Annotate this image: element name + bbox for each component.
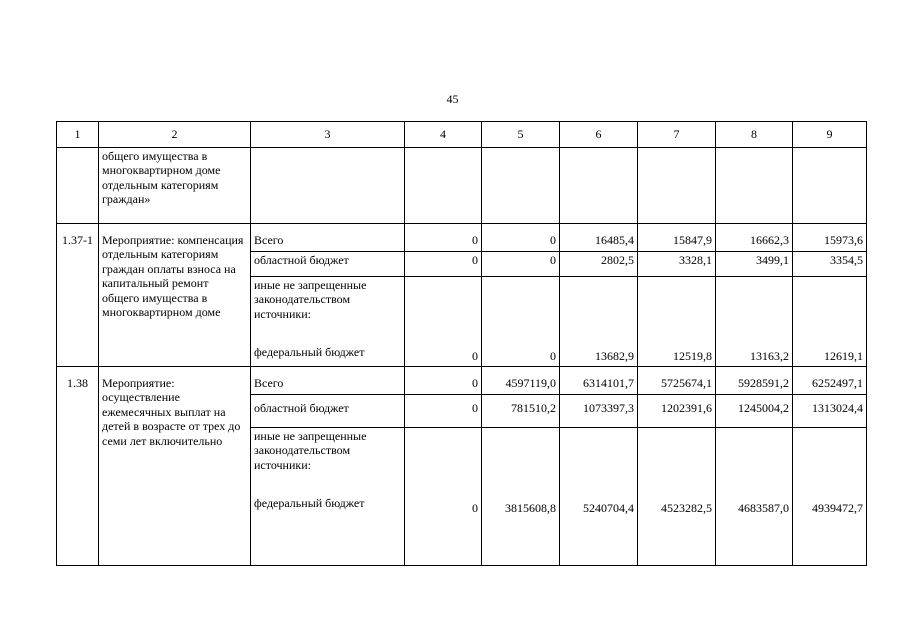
value-cell: 6252497,1 [793,367,867,395]
value-cell: 4523282,5 [638,428,716,566]
source-cell: областной бюджет [251,252,405,277]
table-row [57,224,867,252]
value-cell: 3499,1 [716,252,793,277]
value-cell: 6314101,7 [560,367,638,395]
value-cell: 0 [405,367,482,395]
value-cell: 0 [405,395,482,428]
value-cell: 16662,3 [716,224,793,252]
page-number: 45 [446,92,459,106]
value-cell: 3328,1 [638,252,716,277]
table-row [57,367,867,395]
value-cell: 5928591,2 [716,367,793,395]
value-cell: 5725674,1 [638,367,716,395]
value-cell: 0 [482,224,560,252]
value-cell: 4939472,7 [793,428,867,566]
value-cell: 5240704,4 [560,428,638,566]
value-cell: 0 [405,428,482,566]
source-cell: областной бюджет [251,395,405,428]
source-cell: Всего [251,224,405,252]
column-header: 8 [716,122,793,148]
value-cell: 0 [405,224,482,252]
value-cell: 13163,2 [716,277,793,367]
row-description: Мероприятие: компенсация отдельным категориям граждан оплаты взноса на капитальный ремонт общего имущества в многоквартирном доме [99,224,251,367]
column-header: 3 [251,122,405,148]
value-cell: 1313024,4 [793,395,867,428]
value-cell: 15847,9 [638,224,716,252]
value-cell: 0 [405,277,482,367]
value-cell: 15973,6 [793,224,867,252]
source-cell: иные не запрещенные законодательством источники: [254,429,367,472]
column-header: 5 [482,122,560,148]
value-cell: 3815608,8 [482,428,560,566]
continuation-description: общего имущества в многоквартирном доме отдельным категориям граждан» [99,148,251,224]
value-cell: 1245004,2 [716,395,793,428]
row-description: Мероприятие: осуществление ежемесячных выплат на детей в возрасте от трех до семи лет включительно [99,367,251,566]
row-id: 1.37-1 [57,224,99,367]
value-cell: 16485,4 [560,224,638,252]
value-cell: 0 [482,252,560,277]
source-cell: Всего [251,367,405,395]
value-cell: 3354,5 [793,252,867,277]
value-cell: 0 [405,252,482,277]
header-row [57,122,867,148]
column-header: 9 [793,122,867,148]
value-cell: 13682,9 [560,277,638,367]
budget-table [56,121,867,566]
source-cell: иные не запрещенные законодательством источники: [254,278,367,321]
value-cell: 12519,8 [638,277,716,367]
value-cell: 1073397,3 [560,395,638,428]
value-cell: 2802,5 [560,252,638,277]
column-header: 4 [405,122,482,148]
column-header: 6 [560,122,638,148]
value-cell: 4597119,0 [482,367,560,395]
row-id: 1.38 [57,367,99,566]
value-cell: 0 [482,277,560,367]
table-row-continuation [57,148,867,224]
subsource-cell: федеральный бюджет [254,345,365,360]
value-cell: 12619,1 [793,277,867,367]
value-cell: 1202391,6 [638,395,716,428]
column-header: 2 [99,122,251,148]
value-cell: 4683587,0 [716,428,793,566]
column-header: 7 [638,122,716,148]
value-cell: 781510,2 [482,395,560,428]
subsource-cell: федеральный бюджет [254,496,365,511]
column-header: 1 [57,122,99,148]
